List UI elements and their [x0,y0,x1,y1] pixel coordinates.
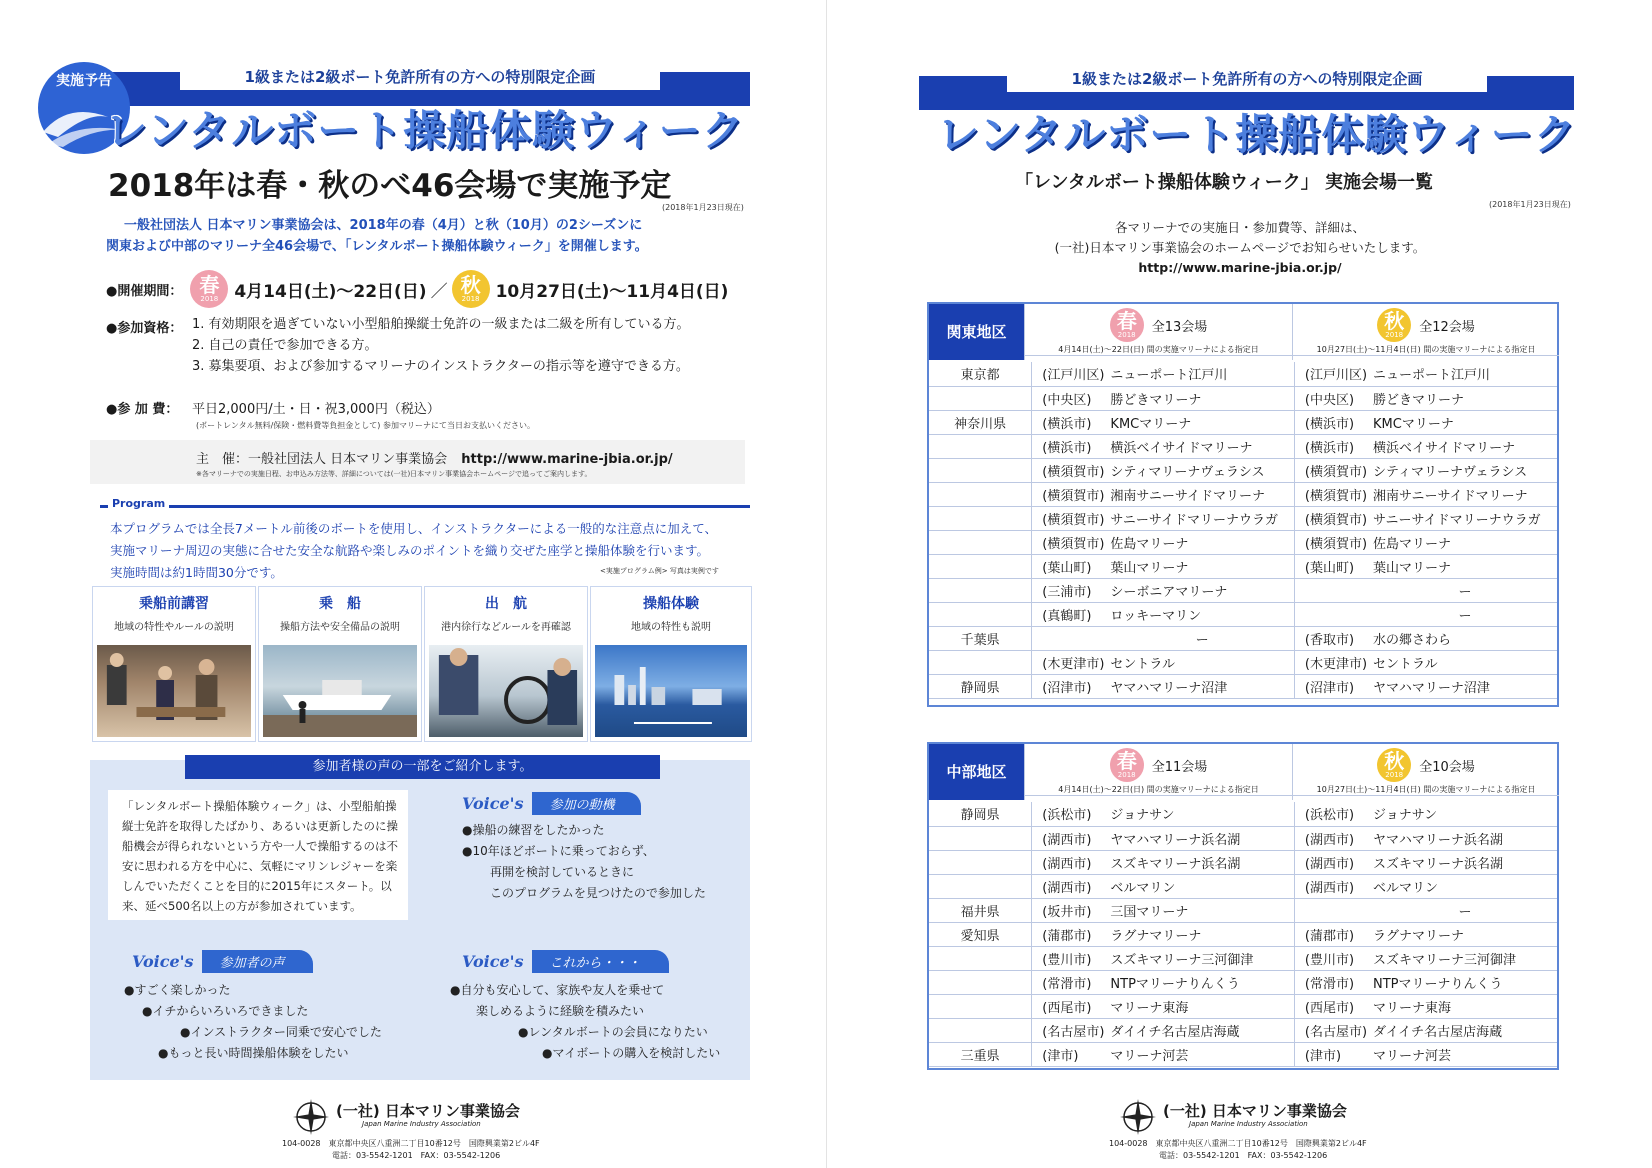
autumn-char: 秋 [460,273,481,297]
compass-rose-icon [292,1098,330,1136]
info-line-1: 各マリーナでの実施日・参加費等、詳細は、 [1114,220,1365,235]
period-slash: ／ [430,281,448,302]
step-1-photo [97,645,251,737]
right-org-phone: 電話：03-5542-1201 FAX：03-5542-1206 [1159,1151,1328,1160]
qualification-1: 1. 有効期限を過ぎていない小型船舶操縦士免許の一級または二級を所有している方。 [192,317,690,332]
kanto-spring-head [1024,304,1292,360]
prefecture-cell [929,970,1032,994]
step-card-3 [424,586,588,742]
spring-city-cell: (三浦市) [1032,578,1111,602]
venue-row [929,554,1557,578]
spring-dates: 4月14日(土)〜22日(日) [234,281,427,302]
spring-city-cell: (常滑市) [1032,970,1111,994]
program-line-1: 本プログラムでは全長7メートル前後のボートを使用し、インストラクターによる一般的な注意点に加えて、 [110,521,717,536]
host-url[interactable]: http://www.marine-jbia.or.jp/ [461,452,673,467]
autumn-marina-cell: ヤマハマリーナ沼津 [1373,674,1557,698]
autumn-marina-cell: スズキマリーナ三河御津 [1373,946,1557,970]
autumn-city-cell: (横須賀市) [1294,506,1373,530]
spring-marina-cell: マリーナ東海 [1110,994,1294,1018]
chubu-autumn-year: 2018 [1385,771,1404,779]
prefecture-cell [929,650,1032,674]
motive-item-1: ●操船の練習をしたかった [462,823,605,837]
autumn-dates: 10月27日(土)〜11月4日(日) [495,281,729,302]
future-heading [462,950,669,973]
venue-row [929,434,1557,458]
autumn-city-cell: (中央区) [1294,386,1373,410]
venue-row [929,386,1557,410]
prefecture-cell [929,434,1032,458]
autumn-city-cell: (木更津市) [1294,650,1373,674]
spring-marina-cell: ジョナサン [1110,802,1294,826]
prefecture-cell [929,482,1032,506]
compass-rose-icon [1119,1098,1157,1136]
autumn-marina-cell: 湘南サニーサイドマリーナ [1373,482,1557,506]
autumn-city-cell: (横浜市) [1294,410,1373,434]
autumn-city-cell: (浜松市) [1294,802,1373,826]
autumn-city-cell: (津市) [1294,1042,1373,1066]
spring-marina-cell: ヤマハマリーナ沼津 [1110,674,1294,698]
right-org-name: (一社) 日本マリン事業協会 [1163,1102,1347,1120]
participant-heading [132,950,313,973]
autumn-year: 2018 [461,295,480,303]
qualification-label: ●参加資格： [106,321,183,336]
autumn-marina-cell: シティマリーナヴェラシス [1373,458,1557,482]
future-item-1: ●自分も安心して、家族や友人を乗せて [450,983,665,997]
spring-city-cell: (横須賀市) [1032,506,1111,530]
venue-row [929,970,1557,994]
spring-city-cell: (横須賀市) [1032,458,1111,482]
prefecture-cell: 神奈川県 [929,410,1032,434]
spring-city-cell: (蒲郡市) [1032,922,1111,946]
chubu-spring-count: 全11会場 [1151,759,1208,775]
spring-marina-cell: ダイイチ名古屋店海蔵 [1110,1018,1294,1042]
spring-marina-cell: スズキマリーナ浜名湖 [1110,850,1294,874]
step-card-2 [258,586,422,742]
spring-marina-cell: 横浜ベイサイドマリーナ [1110,434,1294,458]
prefecture-cell [929,458,1032,482]
autumn-city-cell: (西尾市) [1294,994,1373,1018]
right-main-title: レンタルボート操船体験ウィーク [937,110,1577,159]
org-phone: 電話：03-5542-1201 FAX：03-5542-1206 [332,1151,501,1160]
fee-row [106,398,440,417]
venue-row [929,482,1557,506]
prefecture-cell [929,506,1032,530]
chubu-venue-table [929,802,1557,1067]
kanto-spring-count: 全13会場 [1151,319,1208,335]
autumn-marina-cell: ラグナマリーナ [1373,922,1557,946]
future-tag: これから・・・ [532,950,669,973]
future-item-2: 楽しめるように経験を積みたい [476,1004,645,1018]
prefecture-cell [929,850,1032,874]
motive-voice-word: Voice's [462,794,524,813]
spring-marina-cell: サニーサイドマリーナウラガ [1110,506,1294,530]
kanto-autumn-year: 2018 [1385,331,1404,339]
spring-marina-cell: 佐島マリーナ [1110,530,1294,554]
program-label: Program [108,497,169,510]
spring-city-cell: (名古屋市) [1032,1018,1111,1042]
period-label: ●開催期間： [106,283,183,299]
spring-city-cell: (横浜市) [1032,410,1111,434]
spring-marina-cell: スズキマリーナ三河御津 [1110,946,1294,970]
spring-year: 2018 [200,295,219,303]
participant-item-2: ●イチからいろいろできました [142,1004,309,1018]
autumn-city-cell: (湖西市) [1294,874,1373,898]
venue-row [929,994,1557,1018]
venue-row [929,626,1557,650]
step-card-4 [590,586,752,742]
kanto-spring-note: 4月14日(土)〜22日(日) 間の実施マリーナによる指定日 [1025,344,1292,356]
org-name: (一社) 日本マリン事業協会 [336,1102,520,1120]
fee-note: (ボートレンタル無料/保険・燃料費等負担金として) 参加マリーナにて当日お支払いください。 [196,421,535,430]
autumn-marina-cell: ヤマハマリーナ浜名湖 [1373,826,1557,850]
prefecture-cell: 千葉県 [929,626,1032,650]
info-url[interactable]: http://www.marine-jbia.or.jp/ [1138,260,1342,275]
autumn-city-cell: (豊川市) [1294,946,1373,970]
prefecture-cell [929,826,1032,850]
autumn-marina-cell: 水の郷さわら [1373,626,1557,650]
prefecture-cell [929,602,1032,626]
spring-city-cell: (葉山町) [1032,554,1111,578]
venue-row [929,362,1557,386]
motive-item-2: ●10年ほどボートに乗っておらず、 [462,844,655,858]
chubu-spring-year: 2018 [1117,771,1136,779]
spring-city-cell: (横浜市) [1032,434,1111,458]
venue-row [929,946,1557,970]
kanto-region-label: 関東地区 [929,304,1024,360]
autumn-city-cell: (湖西市) [1294,826,1373,850]
prefecture-cell [929,530,1032,554]
prefecture-cell [929,946,1032,970]
venue-row [929,1042,1557,1066]
spring-city-cell: (坂井市) [1032,898,1111,922]
venue-row [929,826,1557,850]
program-caption: <実施プログラム例> 写真は実例です [600,567,719,575]
spring-marina-cell: ニューポート江戸川 [1110,362,1294,386]
chubu-spring-head [1024,744,1292,800]
autumn-city-cell: (蒲郡市) [1294,922,1373,946]
prefecture-cell: 愛知県 [929,922,1032,946]
program-line-2: 実施マリーナ周辺の実態に合せた安全な航路や楽しみのポイントを織り交ぜた座学と操船体験を行います。 [110,543,710,558]
venue-row [929,1018,1557,1042]
chubu-autumn-count: 全10会場 [1419,759,1475,775]
main-title: レンタルボート操船体験ウィーク [105,106,745,155]
spring-city-cell: (湖西市) [1032,826,1111,850]
participant-item-1: ●すごく楽しかった [124,983,231,997]
venue-row [929,674,1557,698]
step-2-photo [263,645,417,737]
spring-marina-cell: ラグナマリーナ [1110,922,1294,946]
autumn-city-cell [1294,898,1373,922]
prefecture-cell: 静岡県 [929,802,1032,826]
motive-item-4: このプログラムを見つけたので参加した [490,886,706,900]
spring-marina-cell: シーボニアマリーナ [1110,578,1294,602]
voices-banner: 参加者様の声の一部をご紹介します。 [185,755,660,779]
kanto-venue-table [929,362,1557,699]
prefecture-cell [929,1018,1032,1042]
autumn-city-cell: (横須賀市) [1294,482,1373,506]
step-2-title: 乗 船 [319,596,361,612]
step-3-photo [429,645,583,737]
autumn-marina-cell: ー [1373,898,1557,922]
step-4-photo [595,645,747,737]
autumn-marina-cell: マリーナ東海 [1373,994,1557,1018]
step-1-sub: 地域の特性やルールの説明 [114,622,234,633]
spring-marina-cell: マリーナ河芸 [1110,1042,1294,1066]
prefecture-cell: 福井県 [929,898,1032,922]
period-row [106,270,728,308]
autumn-marina-cell: マリーナ河芸 [1373,1042,1557,1066]
kanto-autumn-note: 10月27日(土)〜11月4日(日) 間の実施マリーナによる指定日 [1293,344,1559,356]
participant-voice-word: Voice's [132,952,194,971]
motive-item-3: 再開を検討しているときに [490,865,635,879]
right-org-en: Japan Marine Industry Association [1189,1120,1308,1128]
step-3-title: 出 航 [485,596,527,612]
spring-marina-cell: 勝どきマリーナ [1110,386,1294,410]
autumn-city-cell: (横浜市) [1294,434,1373,458]
chubu-autumn-badge [1377,748,1411,782]
venue-row [929,506,1557,530]
spring-char: 春 [199,273,220,297]
autumn-marina-cell: ー [1373,578,1557,602]
venue-row [929,410,1557,434]
participant-list [124,980,382,1064]
spring-marina-cell: 葉山マリーナ [1110,554,1294,578]
spring-city-cell: (浜松市) [1032,802,1111,826]
right-header-sub-box [1007,66,1487,92]
venue-row [929,922,1557,946]
autumn-city-cell [1294,578,1373,602]
spring-city-cell: (江戸川区) [1032,362,1111,386]
spring-marina-cell: シティマリーナヴェラシス [1110,458,1294,482]
chubu-autumn-head [1292,744,1559,800]
spring-marina-cell: ロッキーマリン [1110,602,1294,626]
prefecture-cell: 三重県 [929,1042,1032,1066]
autumn-city-cell: (香取市) [1294,626,1373,650]
org-address: 104-0028 東京都中央区八重洲二丁目10番12号 国際興業第2ビル4F [282,1139,540,1148]
about-text: 「レンタルボート操船体験ウィーク」は、小型船舶操縦士免許を取得したばかり、あるいは更新したのに操船機会が得られないという方や一人で操船するのは不安に思われる方を中心に、気軽にマリンレジャーを楽しんでいただくことを目的に2015年にスタート。以来、延べ500名以上の方が参加されています。 [108,790,408,920]
program-line-3: 実施時間は約1時間30分です。 [110,565,283,580]
qualification-3: 3. 募集要項、および参加するマリーナのインストラクターの指示等を遵守できる方。 [192,359,689,374]
as-of-date: (2018年1月23日現在) [662,203,744,212]
prefecture-cell [929,994,1032,1018]
spring-marina-cell: KMCマリーナ [1110,410,1294,434]
autumn-marina-cell: NTPマリーナりんくう [1373,970,1557,994]
autumn-marina-cell: 勝どきマリーナ [1373,386,1557,410]
kanto-autumn-char: 秋 [1384,309,1405,333]
autumn-city-cell: (常滑市) [1294,970,1373,994]
step-3-sub: 港内徐行などルールを再確認 [441,622,571,633]
spring-marina-cell: ー [1110,626,1294,650]
right-org-address: 104-0028 東京都中央区八重洲二丁目10番12号 国際興業第2ビル4F [1109,1139,1367,1148]
future-list [450,980,720,1064]
kanto-spring-char: 春 [1116,309,1137,333]
autumn-marina-cell: ベルマリン [1373,874,1557,898]
autumn-city-cell: (湖西市) [1294,850,1373,874]
motive-heading [462,792,641,815]
participant-tag: 参加者の声 [202,950,313,973]
org-en: Japan Marine Industry Association [362,1120,481,1128]
autumn-marina-cell: ニューポート江戸川 [1373,362,1557,386]
autumn-city-cell [1294,602,1373,626]
intro-line-1: 一般社団法人 日本マリン事業協会は、2018年の春（4月）と秋（10月）の2シーズンに [124,218,643,233]
spring-marina-cell: NTPマリーナりんくう [1110,970,1294,994]
header-subtitle: 1級または2級ボート免許所有の方への特別限定企画 [244,68,596,86]
spring-marina-cell: セントラル [1110,650,1294,674]
chubu-autumn-char: 秋 [1384,749,1405,773]
venue-row [929,530,1557,554]
prefecture-cell [929,874,1032,898]
autumn-marina-cell: スズキマリーナ浜名湖 [1373,850,1557,874]
kanto-autumn-count: 全12会場 [1419,319,1475,335]
autumn-marina-cell: 横浜ベイサイドマリーナ [1373,434,1557,458]
venue-row [929,802,1557,826]
venue-row [929,458,1557,482]
host-row [196,448,673,467]
prefecture-cell: 静岡県 [929,674,1032,698]
autumn-marina-cell: 葉山マリーナ [1373,554,1557,578]
spring-city-cell: (豊川市) [1032,946,1111,970]
kanto-spring-badge [1110,308,1144,342]
autumn-city-cell: (沼津市) [1294,674,1373,698]
prefecture-cell [929,578,1032,602]
autumn-marina-cell: ー [1373,602,1557,626]
spring-city-cell: (横須賀市) [1032,482,1111,506]
autumn-city-cell: (葉山町) [1294,554,1373,578]
kanto-autumn-badge [1377,308,1411,342]
venue-row [929,650,1557,674]
flyer-right-page [826,0,1652,1168]
spring-city-cell: (真鶴町) [1032,602,1111,626]
right-as-of-date: (2018年1月23日現在) [1489,200,1571,209]
spring-city-cell: (横須賀市) [1032,530,1111,554]
venue-list-title: 「レンタルボート操船体験ウィーク」 実施会場一覧 [1015,172,1434,193]
autumn-city-cell: (江戸川区) [1294,362,1373,386]
host-label: 主 催： [196,452,249,467]
participant-item-4: ●もっと長い時間操船体験をしたい [158,1046,349,1060]
kanto-spring-year: 2018 [1117,331,1136,339]
autumn-marina-cell: セントラル [1373,650,1557,674]
autumn-city-cell: (横須賀市) [1294,530,1373,554]
motive-list [462,820,706,904]
future-item-4: ●マイボートの購入を検討したい [542,1046,721,1060]
chubu-region-label: 中部地区 [929,744,1024,800]
spring-city-cell: (中央区) [1032,386,1111,410]
step-1-title: 乗船前講習 [139,596,209,612]
prefecture-cell [929,554,1032,578]
step-card-1 [92,586,256,742]
autumn-city-cell: (名古屋市) [1294,1018,1373,1042]
spring-marina-cell: ベルマリン [1110,874,1294,898]
motive-tag: 参加の動機 [532,792,641,815]
autumn-marina-cell: サニーサイドマリーナウラガ [1373,506,1557,530]
autumn-marina-cell: ジョナサン [1373,802,1557,826]
host-name: 一般社団法人 日本マリン事業協会 [248,452,448,467]
venue-row [929,850,1557,874]
venue-row [929,898,1557,922]
info-block [827,218,1652,278]
spring-city-cell: (湖西市) [1032,874,1111,898]
participant-item-3: ●インストラクター同乗で安心でした [180,1025,382,1039]
autumn-city-cell: (横須賀市) [1294,458,1373,482]
spring-marina-cell: 湘南サニーサイドマリーナ [1110,482,1294,506]
intro-line-2: 関東および中部のマリーナ全46会場で、「レンタルボート操船体験ウィーク」を開催します。 [106,239,648,254]
spring-city-cell: (湖西市) [1032,850,1111,874]
venue-row [929,874,1557,898]
autumn-badge [452,270,490,308]
qualification-2: 2. 自己の責任で参加できる方。 [192,338,378,353]
chubu-autumn-note: 10月27日(土)〜11月4日(日) 間の実施マリーナによる指定日 [1293,784,1559,796]
autumn-marina-cell: KMCマリーナ [1373,410,1557,434]
host-note: ※各マリーナでの実施日程、お申込み方法等、詳細については(一社)日本マリン事業協会ホームページで追ってご案内します。 [196,470,592,478]
autumn-marina-cell: 佐島マリーナ [1373,530,1557,554]
qualification-block [106,317,690,377]
step-4-sub: 地域の特性も説明 [631,622,711,633]
right-header-subtitle: 1級または2級ボート免許所有の方への特別限定企画 [1071,70,1423,88]
chubu-spring-char: 春 [1116,749,1137,773]
venue-row [929,602,1557,626]
spring-city-cell: (沼津市) [1032,674,1111,698]
spring-city-cell: (西尾市) [1032,994,1111,1018]
chubu-spring-badge [1110,748,1144,782]
kanto-autumn-head [1292,304,1559,360]
prefecture-cell [929,386,1032,410]
fee-value: 平日2,000円/土・日・祝3,000円（税込） [192,402,440,417]
chubu-spring-note: 4月14日(土)〜22日(日) 間の実施マリーナによる指定日 [1025,784,1292,796]
headline: 2018年は春・秋のべ46会場で実施予定 [108,168,672,204]
step-2-sub: 操船方法や安全備品の説明 [280,622,400,633]
program-rule [100,505,750,508]
fee-label: ●参 加 費： [106,402,179,417]
venue-row [929,578,1557,602]
future-voice-word: Voice's [462,952,524,971]
autumn-marina-cell: ダイイチ名古屋店海蔵 [1373,1018,1557,1042]
future-item-3: ●レンタルボートの会員になりたい [518,1025,708,1039]
announce-badge: 実施予告 [56,73,112,89]
spring-city-cell: (津市) [1032,1042,1111,1066]
info-line-2: (一社)日本マリン事業協会のホームページでお知らせいたします。 [1054,240,1426,255]
spring-marina-cell: ヤマハマリーナ浜名湖 [1110,826,1294,850]
prefecture-cell: 東京都 [929,362,1032,386]
spring-marina-cell: 三国マリーナ [1110,898,1294,922]
spring-badge [190,270,228,308]
spring-city-cell: (木更津市) [1032,650,1111,674]
header-sub-box [180,64,660,90]
spring-city-cell [1032,626,1111,650]
step-4-title: 操船体験 [643,596,699,612]
